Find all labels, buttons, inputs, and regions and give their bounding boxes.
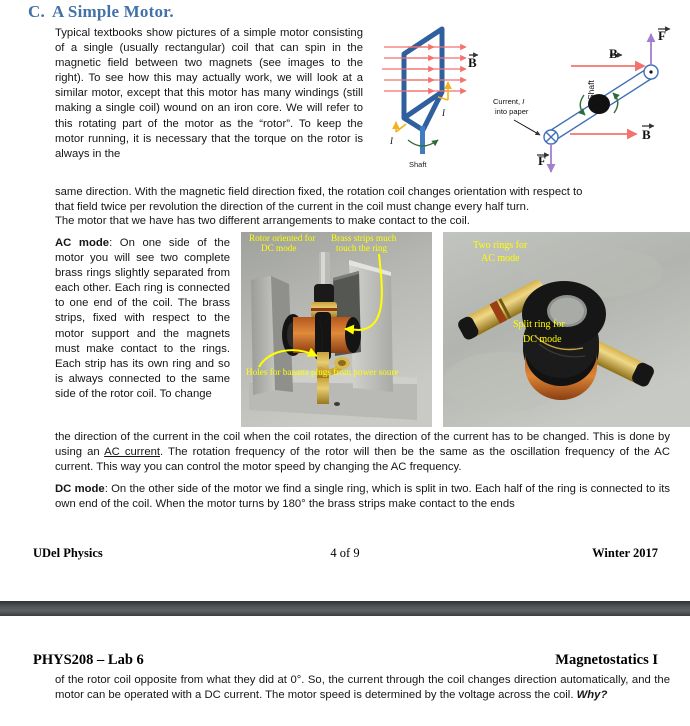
footer-center: 4 of 9 xyxy=(330,546,360,560)
ac-mode-text: : On one side of the motor you will see two complete brass rings slightly separated from each other. Each ring is connected to one end of the coil. The brass strips, fixed with respect to the motor support and the magnets must make contact to the rings. Each strip has its own ring and so is always connected to the same side of the rotor coil. To change xyxy=(55,237,230,400)
intro-continuation-line-2: that field twice per revolution the direction of the current in the coil must change every half turn. xyxy=(55,201,530,213)
annotation-banana-holes: Holes for banana plugs from power soure xyxy=(246,367,399,377)
annotation-rotor-oriented-line2: DC mode xyxy=(261,243,297,253)
section-title: A Simple Motor. xyxy=(51,2,174,21)
page2-paragraph xyxy=(55,673,670,703)
rotor-torque-diagram xyxy=(493,28,670,172)
annotation-split-ring-line1: Split ring for xyxy=(513,319,565,330)
ac-mode-paragraph xyxy=(55,236,230,402)
annotation-two-rings-line1: Two rings for xyxy=(473,240,528,251)
annotation-split-ring-line2: DC mode xyxy=(523,334,562,345)
arrangements-paragraph: The motor that we have has two different arrangements to make contact to the coil. xyxy=(55,215,470,227)
footer-right: Winter 2017 xyxy=(592,546,658,560)
b-field-label-left xyxy=(468,55,478,70)
page2-why-emphasis: Why? xyxy=(576,689,608,702)
svg-text:I: I xyxy=(442,108,445,118)
motor-dc-side-photo xyxy=(241,232,432,427)
svg-text:I: I xyxy=(390,136,393,146)
svg-text:F: F xyxy=(538,153,546,168)
commutator-closeup-photo xyxy=(443,232,690,427)
svg-text:B: B xyxy=(468,55,477,70)
after-photos-text-a: the direction of the current in the coil when the coil rotates, the direction of the current has to be changed. This is done by using an xyxy=(55,431,670,459)
page2-text: of the rotor coil opposite from what they did at 0°. So, the current through the coil changes direction automatically, and the motor can be operated with a DC current. The motor speed is determined by the voltage across the coil. xyxy=(55,674,670,702)
annotation-two-rings-line2: AC mode xyxy=(481,253,520,264)
ac-current-paragraph xyxy=(55,430,670,475)
svg-text:F: F xyxy=(658,28,666,43)
page-footer xyxy=(0,546,690,564)
section-letter: C. xyxy=(28,2,45,21)
annotation-rotor-oriented-line1: Rotor oriented for xyxy=(249,233,316,243)
page-break-divider xyxy=(0,601,690,616)
page2-header-right: Magnetostatics I xyxy=(555,652,658,668)
dc-mode-text: : On the other side of the motor we find a single ring, which is split in two. Each half of the ring is connected to its own end of the coil. When the motor turns by 180° the brass strips make contact to the ends xyxy=(55,483,670,511)
page2-header-left: PHYS208 – Lab 6 xyxy=(33,652,144,668)
svg-text:Current, I: Current, I xyxy=(493,97,525,106)
ac-current-underlined: AC current xyxy=(104,446,161,459)
footer-left: UDel Physics xyxy=(33,546,103,560)
intro-paragraph-left-column: Typical textbooks show pictures of a simple motor consisting of a single (usually rectangular) coil that can spin in the magnetic field between two magnets (see images to the right). To see how this may actually work, we will look at a similar motor, except that this motor has many windings (still making a single coil) wound on an iron core. We will refer to this rotating part of the motor as the “rotor”. To keep the motor running, it is necessary that the torque on the rotor is always in the xyxy=(55,27,363,160)
page2-header xyxy=(0,652,690,672)
after-photos-text-b: . The rotation frequency of the rotor will then be the same as the oscillation frequency of the AC current. This way you can control the motor speed by changing the AC frequency. xyxy=(55,446,670,474)
svg-text:B: B xyxy=(609,46,618,61)
annotation-brass-strips-line1: Brass strips much xyxy=(331,233,397,243)
svg-text:into paper: into paper xyxy=(495,107,529,116)
coil-in-field-diagram xyxy=(382,29,478,169)
ac-mode-label: AC mode xyxy=(55,237,110,249)
svg-text:Shaft: Shaft xyxy=(586,80,596,100)
dc-mode-paragraph xyxy=(55,482,670,512)
svg-text:Shaft: Shaft xyxy=(409,160,427,169)
dc-mode-label: DC mode xyxy=(55,483,105,495)
page-title xyxy=(28,2,174,22)
annotation-brass-strips-line2: touch the ring xyxy=(336,243,388,253)
intro-continuation-line-1: same direction. With the magnetic field direction fixed, the rotation coil changes orientation with respect to xyxy=(55,186,583,198)
motor-figures xyxy=(382,22,688,174)
svg-text:B: B xyxy=(642,127,651,142)
